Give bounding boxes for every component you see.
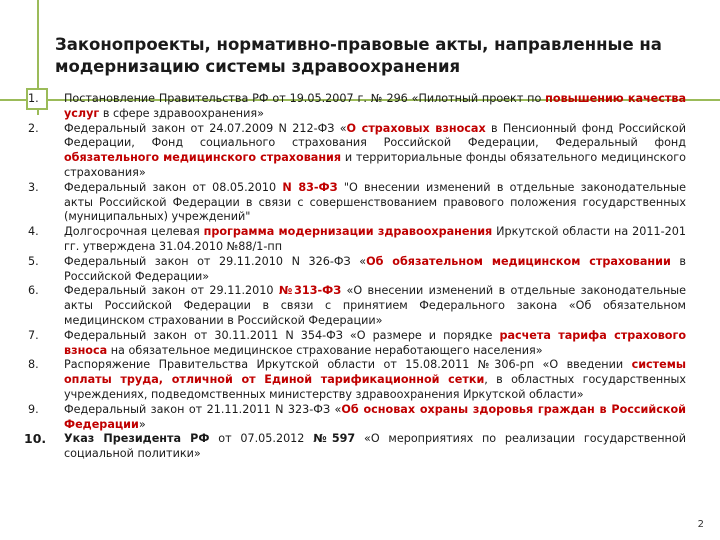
highlighted-text: Об основах охраны здоровья граждан в Российской Федерации	[64, 402, 686, 431]
text-run: Иркутской области на 2011-201 гг. утверждена 31.04.2010 №88/1-пп	[64, 225, 686, 253]
highlighted-text: Об обязательном медицинском страховании	[366, 254, 671, 268]
text-run: от 07.05.2012	[209, 432, 314, 446]
page-number: 2	[697, 519, 704, 530]
item-text	[64, 329, 686, 357]
list-item	[14, 122, 686, 181]
text-run: в Пенсионный фонд Российской Федерации, Фонд социального страхования Российской Федерации, Федеральный фонд	[64, 121, 686, 150]
text-run: »	[138, 417, 146, 431]
text-run: на обязательное медицинское страхование неработающего населения»	[107, 343, 543, 357]
item-number: 5.	[28, 254, 39, 268]
item-text	[64, 403, 686, 431]
bold-text: Указ Президента РФ	[64, 432, 210, 446]
highlighted-text: программа модернизации здравоохранения	[203, 225, 493, 239]
item-number: 10.	[24, 431, 47, 447]
page-title: Законопроекты, нормативно-правовые акты, направленные на модернизацию системы здравоохранения	[55, 35, 662, 76]
item-text	[64, 358, 686, 401]
text-run: Долгосрочная целевая	[64, 225, 204, 239]
text-run: "О внесении изменений в отдельные законодательные акты Российской Федерации в связи с совершенствованием правового положения государственных (муниципальных) учреждений"	[64, 180, 687, 224]
item-number: 4.	[28, 225, 39, 239]
item-text	[64, 92, 686, 120]
highlighted-text: повышению качества услуг	[64, 92, 687, 120]
item-number: 1.	[28, 92, 39, 105]
text-run: Распоряжение Правительства Иркутской области от 15.08.2011 №306-рп «О введении	[64, 358, 632, 372]
highlighted-text: О страховых взносах	[346, 121, 486, 135]
top-band	[0, 0, 720, 8]
text-run: Федеральный закон от 08.05.2010	[64, 180, 283, 194]
text-run: Федеральный закон от 30.11.2011 N 354-ФЗ «О размере и порядке	[64, 328, 500, 342]
text-run: Постановление Правительства РФ от 19.05.2007 г. № 296 «Пилотный проект по	[64, 92, 546, 105]
item-number: 9.	[28, 402, 39, 416]
item-number: 2.	[28, 121, 39, 135]
text-run: , в областных государственных учреждениях, подведомственных министерству здравоохранения Иркутской области»	[64, 373, 686, 401]
list-item	[14, 432, 686, 462]
list-item	[14, 181, 686, 225]
text-run: в сфере здравоохранения»	[99, 106, 264, 120]
text-run: в Российской Федерации»	[64, 254, 686, 283]
text-run: Федеральный закон от 29.11.2010	[64, 284, 279, 298]
list-item	[14, 225, 686, 255]
list-item	[14, 92, 686, 122]
text-run: Федеральный закон от 24.07.2009 N 212-ФЗ «	[64, 121, 347, 135]
item-number: 8.	[28, 358, 39, 372]
item-number: 3.	[28, 180, 39, 194]
item-number: 7.	[28, 328, 39, 342]
highlighted-text: обязательного медицинского страхования	[64, 151, 342, 165]
item-text	[64, 181, 686, 224]
item-text	[64, 432, 686, 460]
item-text	[64, 225, 686, 253]
highlighted-text: расчета тарифа страхового взноса	[64, 328, 687, 357]
bold-text: №597	[313, 432, 356, 446]
list-item	[14, 329, 686, 359]
list-item	[14, 284, 686, 328]
law-list	[14, 92, 686, 462]
item-text	[64, 122, 686, 179]
text-run: «О мероприятиях по реализации государственной социальной политики»	[64, 432, 686, 461]
list-item	[14, 358, 686, 402]
list-item	[14, 255, 686, 285]
text-run: и территориальные фонды обязательного медицинского страхования»	[64, 151, 686, 179]
highlighted-text: №313-ФЗ	[278, 284, 342, 298]
list-item	[14, 403, 686, 433]
text-run: «О внесении изменений в отдельные законодательные акты Российской Федерации в связи с принятием Федерального закона «Об обязательном медицинском страховании в Российской Федерации»	[64, 284, 686, 327]
item-text	[64, 284, 686, 327]
text-run: Федеральный закон от 21.11.2011 N 323-ФЗ «	[64, 402, 342, 416]
highlighted-text: N 83-ФЗ	[282, 180, 338, 194]
item-number: 6.	[28, 284, 39, 298]
item-text	[64, 255, 686, 283]
text-run: Федеральный закон от 29.11.2010 N 326-ФЗ «	[64, 254, 367, 268]
highlighted-text: системы оплаты труда, отличной от Единой тарификационной сетки	[64, 358, 686, 387]
